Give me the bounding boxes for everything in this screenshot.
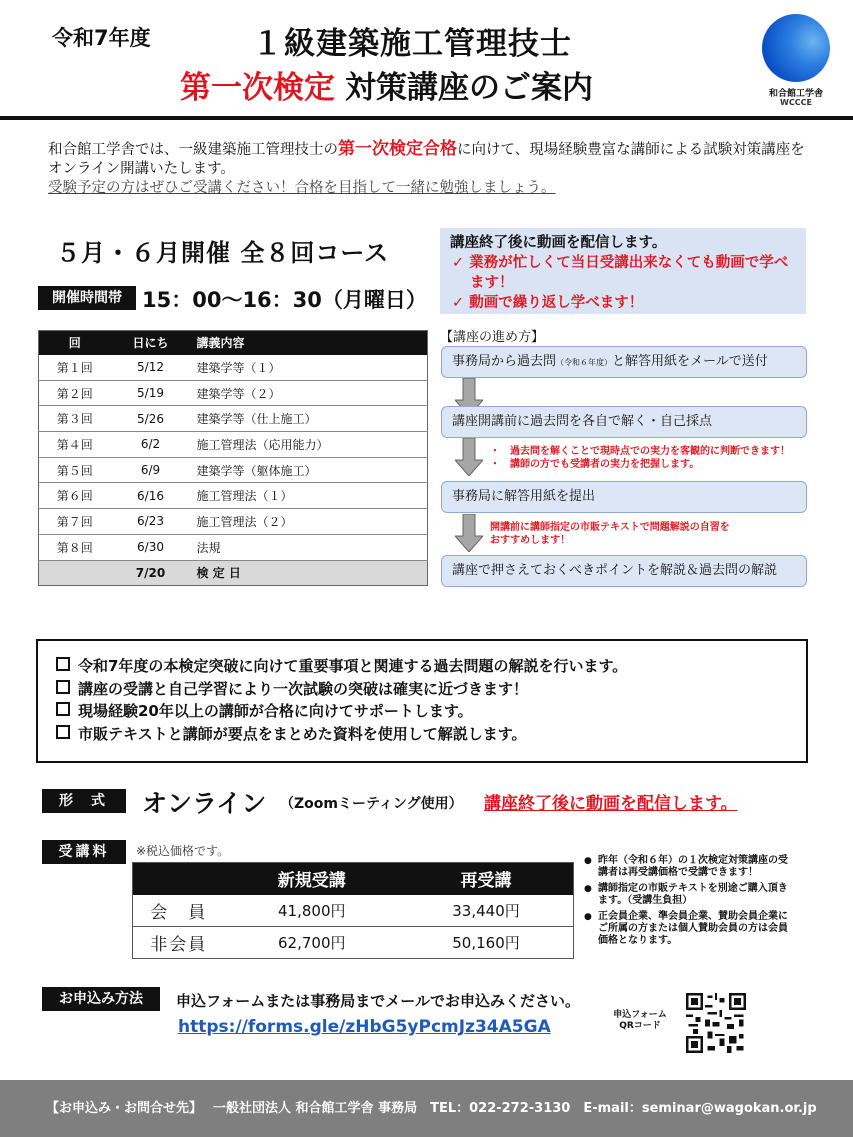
fee-header-new: 新規受講: [225, 863, 400, 895]
schedule-header-content: 講義内容: [191, 331, 428, 355]
date-cell: 5/26: [111, 406, 191, 432]
schedule-header-round: 回: [39, 331, 111, 355]
fee-row-label: 非会員: [133, 927, 225, 959]
page-title: １級建築施工管理技士: [252, 26, 572, 62]
list-item: ● 正会員企業、準会員企業、賛助会員企業にご所属の方または個人賛助会員の方は会員価格となります。: [584, 911, 792, 947]
content-cell: 建築学等（仕上施工）: [191, 406, 428, 432]
intro-p1b: に向けて、現場経験豊富な講師による試験対策講座をオンライン開講いたします。: [48, 142, 805, 177]
round-cell: 第１回: [39, 355, 111, 381]
table-row: [133, 895, 574, 927]
content-cell: 法規: [191, 534, 428, 560]
fee-cell: 33,440円: [399, 895, 574, 927]
fiscal-year: 令和7年度: [52, 26, 151, 50]
table-row: [39, 432, 428, 458]
title-highlight: 第一次検定: [180, 70, 335, 106]
video-info-box: [440, 228, 806, 314]
flow-step-3: 事務局に解答用紙を提出: [441, 481, 807, 513]
list-item: ● 昨年（令和６年）の１次検定対策講座の受講者は再受講価格で受講できます！: [584, 855, 792, 879]
table-row: [39, 534, 428, 560]
apply-form-link[interactable]: https://forms.gle/zHbG5yPcmJz34A5GA: [178, 1017, 551, 1037]
exam-day-row: [39, 560, 428, 586]
format-label: 形式: [42, 789, 126, 813]
page-subtitle: [180, 62, 593, 107]
date-cell: 6/23: [111, 509, 191, 535]
content-cell: 建築学等（１）: [191, 355, 428, 381]
list-item: ● 講師指定の市販テキストを別途ご購入頂きます。（受講生負担）: [584, 883, 792, 907]
course-title: ５月・６月開催 全８回コース: [56, 239, 390, 267]
down-arrow-icon: [455, 438, 483, 476]
format-note: 講座終了後に動画を配信します。: [484, 794, 738, 814]
round-cell: 第７回: [39, 509, 111, 535]
date-cell: 6/16: [111, 483, 191, 509]
qr-label-1: 申込フォーム: [613, 1010, 667, 1020]
flow-step-4: 講座で押さえておくべきポイントを解説＆過去問の解説: [441, 555, 807, 587]
table-row: [133, 927, 574, 959]
date-cell: 6/2: [111, 432, 191, 458]
video-check-1: ✓ 業務が忙しくて当日受講出来なくても動画で学べます！: [452, 255, 789, 291]
intro-p2: 受験予定の方はぜひご受講ください！合格を目指して一緒に勉強しましょう。: [48, 180, 556, 196]
round-cell: 第４回: [39, 432, 111, 458]
feature-item: 市販テキストと講師が要点をまとめた資料を使用して解説します。: [56, 723, 806, 746]
fee-cell: 41,800円: [225, 895, 400, 927]
table-row: [39, 355, 428, 381]
round-cell: 第３回: [39, 406, 111, 432]
down-arrow-icon: [455, 514, 483, 552]
qr-label-2: QRコード: [619, 1021, 661, 1031]
hours-label: 開催時間帯: [38, 286, 136, 310]
feature-item: 令和7年度の本検定突破に向けて重要事項と関連する過去問題の解説を行います。: [56, 655, 806, 678]
fee-label: 受講料: [42, 840, 126, 864]
apply-label: お申込み方法: [42, 987, 160, 1011]
intro-text: [48, 140, 808, 198]
header-divider: [0, 116, 853, 120]
apply-text: 申込フォームまたは事務局までメールでお申込みください。: [176, 992, 580, 1010]
content-cell: 建築学等（躯体施工）: [191, 457, 428, 483]
date-cell: 5/12: [111, 355, 191, 381]
round-cell: [39, 560, 111, 586]
fee-row-label: 会 員: [133, 895, 225, 927]
flow-step-1: [441, 346, 807, 378]
flow-note-2a: ・ 過去問を解くことで現時点での実力を客観的に判断できます！: [490, 446, 790, 457]
date-cell: 7/20: [111, 560, 191, 586]
date-cell: 6/9: [111, 457, 191, 483]
schedule-header-row: [39, 331, 428, 355]
flow-heading: 【講座の進め方】: [440, 330, 545, 345]
format-sub: （Zoomミーティング使用）: [280, 796, 463, 812]
video-line: 講座終了後に動画を配信します。: [450, 235, 667, 251]
date-cell: 5/19: [111, 380, 191, 406]
flow-note-3a: 開講前に講師指定の市販テキストで問題解説の自習を: [490, 522, 730, 533]
qr-label: [608, 1010, 672, 1032]
content-cell: 施工管理法（応用能力）: [191, 432, 428, 458]
fee-table: [132, 862, 574, 959]
flow-step-1-a: 事務局から過去問: [452, 354, 557, 369]
table-row: [39, 483, 428, 509]
video-check-2: ✓ 動画で繰り返し学べます！: [452, 295, 644, 311]
format-value: オンライン: [142, 789, 267, 818]
date-cell: 6/30: [111, 534, 191, 560]
table-row: [39, 380, 428, 406]
round-cell: 第２回: [39, 380, 111, 406]
logo-abbr: WCCCE: [780, 98, 812, 107]
fee-notes: [584, 855, 792, 951]
flow-note-3b: おすすめします！: [490, 535, 571, 546]
qr-code-icon[interactable]: [686, 993, 746, 1053]
flow-step-1-small: （令和６年度）: [556, 358, 613, 367]
logo-icon: [762, 14, 830, 82]
schedule-table: [38, 330, 428, 586]
intro-highlight: 第一次検定合格: [338, 139, 457, 159]
contact-footer: 【お申込み・お問合せ先】 一般社団法人 和合館工学舎 事務局 TEL：022-272-3130 E-mail：seminar@wagokan.or.jp: [0, 1080, 853, 1137]
table-row: [39, 509, 428, 535]
content-cell: 施工管理法（２）: [191, 509, 428, 535]
flow-step-2: 講座開講前に過去問を各自で解く・自己採点: [441, 406, 807, 438]
round-cell: 第５回: [39, 457, 111, 483]
feature-item: 現場経験20年以上の講師が合格に向けてサポートします。: [56, 700, 806, 723]
schedule-header-date: 日にち: [111, 331, 191, 355]
fee-header-blank: [133, 863, 225, 895]
fee-header-repeat: 再受講: [399, 863, 574, 895]
flow-step-1-b: と解答用紙をメールで送付: [612, 354, 768, 369]
content-cell: 検 定 日: [191, 560, 428, 586]
round-cell: 第６回: [39, 483, 111, 509]
content-cell: 施工管理法（１）: [191, 483, 428, 509]
feature-item: 講座の受講と自己学習により一次試験の突破は確実に近づきます！: [56, 678, 806, 701]
hours-value: 15：00〜16：30（月曜日）: [142, 288, 427, 312]
table-row: [39, 406, 428, 432]
intro-p1a: 和合館工学舎では、一級建築施工管理技士の: [48, 142, 338, 158]
fee-header-row: [133, 863, 574, 895]
content-cell: 建築学等（２）: [191, 380, 428, 406]
fee-cell: 62,700円: [225, 927, 400, 959]
logo-name: 和合館工学舎: [768, 89, 823, 99]
flow-note-2b: ・ 講師の方でも受講者の実力を把握します。: [490, 459, 700, 470]
fee-tax-note: ※税込価格です。: [136, 844, 230, 858]
round-cell: 第８回: [39, 534, 111, 560]
features-box: [36, 639, 808, 763]
title-rest: 対策講座のご案内: [345, 70, 593, 106]
table-row: [39, 457, 428, 483]
fee-cell: 50,160円: [399, 927, 574, 959]
